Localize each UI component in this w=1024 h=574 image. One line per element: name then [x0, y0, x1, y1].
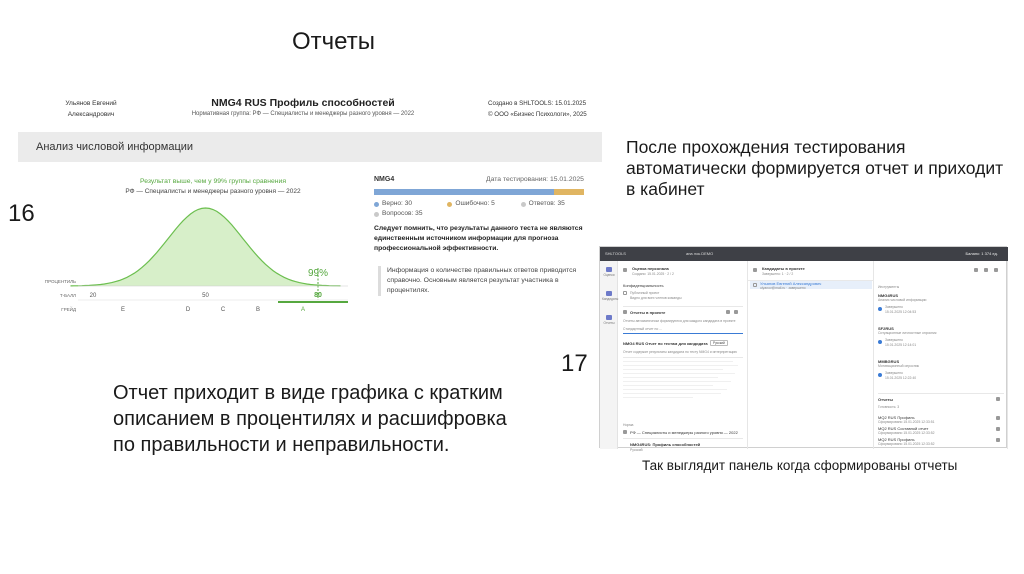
- correct-dot-icon: [374, 202, 379, 207]
- tool-date: 15.01.2025 12:04:53: [885, 310, 917, 314]
- back-arrow-icon[interactable]: [623, 268, 627, 272]
- tscore-tick-label: 50: [202, 293, 209, 299]
- errors-dot-icon: [447, 202, 452, 207]
- candidate-meta: ulyanov@mail.ru · завершено: [760, 286, 806, 290]
- marker-percentile: 99%: [307, 268, 329, 279]
- tool-desc: Анализ числовой информации: [878, 298, 927, 302]
- report-subtitle: Нормативная группа: РФ — Специалисты и менеджеры разного уровня — 2022: [191, 111, 415, 117]
- tool-date: 15.01.2025 12:14:01: [885, 343, 917, 347]
- section-banner: [18, 132, 602, 162]
- add-report-tag: Русский: [630, 448, 643, 452]
- norm-value[interactable]: РФ — Специалисты и менеджеры разного уровня — 2022: [630, 430, 738, 435]
- report-item-name[interactable]: MQ2 RUS Профиль: [878, 415, 915, 420]
- rail-item-assessments[interactable]: Оценки: [602, 267, 616, 277]
- test-code: NMG4: [374, 176, 395, 183]
- answers-dot-icon: [521, 202, 526, 207]
- tool-status: Завершено: [885, 305, 903, 309]
- tool-status: Завершено: [885, 371, 903, 375]
- brand-logo[interactable]: SHLTOOLS: [605, 251, 626, 256]
- reports-desc: Отчеты автоматически формируются для каждого кандидата в проекте: [623, 319, 736, 323]
- test-date: Дата тестирования: 15.01.2025: [486, 176, 584, 183]
- tscore-tick-label: 20: [89, 293, 97, 299]
- report-copyright: © ООО «Бизнес Психологи», 2025: [488, 111, 587, 118]
- grade-label: B: [255, 307, 261, 313]
- report-name: NMG4 RUS Отчет по тестам для кандидата: [623, 341, 708, 346]
- reports-label: Отчеты: [878, 397, 893, 402]
- candidate-name[interactable]: Ульянов Евгений Александрович: [760, 281, 822, 286]
- report-author: Ульянов Евгений Александрович: [65, 100, 117, 118]
- conf-label: Конфиденциальность: [623, 283, 664, 288]
- report-note: Следует помнить, что результаты данного теста не являются единственным источником информации для прогноза профессиональной эффективности.: [374, 225, 583, 252]
- tool-name: SF2RUS: [878, 326, 894, 331]
- report-more-icon[interactable]: [996, 438, 1000, 442]
- bottom-description: Отчет приходит в виде графика с кратким описанием в процентилях и расшифровка по правильности и неправильности.: [113, 382, 507, 456]
- norm-label: Норма: [623, 423, 634, 427]
- reports-more-icon[interactable]: [996, 397, 1000, 401]
- answers-legend: [374, 199, 594, 219]
- candidates-column: [748, 261, 874, 449]
- more-icon[interactable]: [734, 310, 738, 314]
- reports-sub: Готовность: 3: [878, 405, 900, 409]
- row-label-grade: ГРЕЙД: [61, 307, 76, 312]
- delete-icon[interactable]: [726, 310, 730, 314]
- assessments-icon: [606, 267, 612, 272]
- grade-labels: [121, 307, 305, 313]
- grade-label: E: [120, 307, 126, 313]
- tool-desc: Ситуационные личностные опросник: [878, 331, 937, 335]
- legend-correct: Верно: 30: [374, 199, 447, 209]
- app-top-bar: [600, 247, 1008, 261]
- report-meta: [488, 98, 598, 120]
- result-subline: РФ — Специалисты и менеджеры разного уровня — 2022: [125, 188, 301, 195]
- report-item-name[interactable]: MQ2 RUS Составной отчет: [878, 426, 929, 431]
- tool-status: Завершено: [885, 338, 903, 342]
- add-report-name: NMG4RUS: Профиль способностей: [630, 442, 701, 447]
- language-tag[interactable]: Русский: [710, 340, 728, 346]
- report-info: Информация о количестве правильных ответов приводится справочно. Основным является результат участника в процентилях.: [378, 266, 590, 296]
- legend-errors: Ошибочно: 5: [447, 199, 520, 209]
- curve-area: [71, 208, 341, 286]
- report-more-icon[interactable]: [996, 427, 1000, 431]
- row-label-tscore: Т-БАЛЛ: [59, 293, 76, 298]
- side-rail: [600, 261, 618, 449]
- back-arrow-icon[interactable]: [753, 268, 757, 272]
- project-column: [618, 261, 748, 452]
- result-headline: Результат выше, чем у 99% группы сравнения: [139, 178, 287, 185]
- grid-icon[interactable]: [984, 268, 988, 272]
- rail-item-reports[interactable]: Отчеты: [602, 315, 616, 325]
- candidates-meta: Завершено: 1 · 2 / 2: [762, 272, 794, 276]
- download-icon[interactable]: [974, 268, 978, 272]
- public-desc: Видно для всех членов команды: [630, 296, 682, 300]
- project-title: Оценка персонала: [632, 266, 669, 271]
- grade-label: D: [185, 307, 191, 313]
- report-desc: Отчет содержит результаты кандидата по тесту NMG4 и интерпретацию: [623, 350, 737, 354]
- project-meta: Создано: 15.01.2025 · 2 / 2: [632, 272, 674, 276]
- balance: Баланс: 1 374 ед.: [965, 251, 998, 256]
- report-item-date: Сформировано 15.01.2025 12:33:52: [878, 431, 935, 435]
- public-label: Публичный проект: [630, 291, 660, 295]
- slide-title: Отчеты: [292, 28, 375, 55]
- app-panel-screenshot: [599, 246, 1007, 452]
- tscore-ticks: [90, 293, 210, 299]
- section-title: Анализ числовой информации: [36, 141, 194, 153]
- tool-date: 15.01.2025 12:22:40: [885, 376, 917, 380]
- tool-desc: Мотивационный опросник: [878, 364, 919, 368]
- legend-questions: Вопросов: 35: [374, 209, 452, 219]
- reports-section-title: Отчеты в проекте: [630, 310, 666, 315]
- row-label-percentile: ПРОЦЕНТИЛЬ: [44, 279, 76, 284]
- answers-bar: [374, 189, 584, 195]
- slide-number-17: 17: [561, 350, 588, 377]
- bar-correct: [374, 189, 554, 195]
- report-preview: [18, 90, 602, 330]
- bar-errors: [554, 189, 584, 195]
- candidates-title: Кандидаты в проекте: [762, 266, 805, 271]
- report-icon: [623, 310, 627, 314]
- reports-icon: [606, 315, 612, 320]
- candidate-detail-column: [874, 261, 1008, 449]
- report-item-name[interactable]: MQ2 RUS Профиль: [878, 437, 915, 442]
- distribution-chart: [44, 198, 348, 323]
- grade-label: C: [220, 307, 226, 313]
- tool-name: NMG4RUS: [878, 293, 899, 298]
- report-item-date: Сформировано 15.01.2025 12:33:52: [878, 442, 935, 446]
- report-created: Создано в SHLTOOLS: 15.01.2025: [488, 100, 587, 107]
- status-dot-icon: [878, 373, 882, 377]
- report-title: NMG4 RUS Профиль способностей: [211, 97, 395, 109]
- candidates-icon: [606, 291, 612, 296]
- report-more-icon[interactable]: [996, 416, 1000, 420]
- report-item-date: Сформировано 15.01.2025 12:33:51: [878, 420, 935, 424]
- legend-answers: Ответов: 35: [521, 199, 594, 209]
- report-field[interactable]: Стандартный отчет по ...: [623, 327, 662, 331]
- norm-icon: [623, 430, 627, 434]
- status-dot-icon: [878, 307, 882, 311]
- candidate-checkbox[interactable]: [753, 283, 757, 287]
- marker-tscore: 80: [314, 292, 322, 299]
- more-icon[interactable]: [994, 268, 998, 272]
- side-description: После прохождения тестирования автоматически формируется отчет и приходит в кабинет: [626, 137, 1004, 199]
- rail-item-candidates[interactable]: Кандидаты: [602, 291, 616, 301]
- grade-label: A: [300, 307, 306, 313]
- panel-caption: Так выглядит панель когда сформированы отчеты: [642, 458, 958, 473]
- tool-name: MMBGRUS: [878, 359, 900, 364]
- slide-number-16: 16: [8, 200, 35, 227]
- status-dot-icon: [878, 340, 882, 344]
- top-tab[interactable]: ана лок.DEMO: [686, 251, 714, 256]
- questions-dot-icon: [374, 212, 379, 217]
- public-toggle[interactable]: [623, 291, 627, 295]
- tools-label: Инструменты: [878, 285, 900, 289]
